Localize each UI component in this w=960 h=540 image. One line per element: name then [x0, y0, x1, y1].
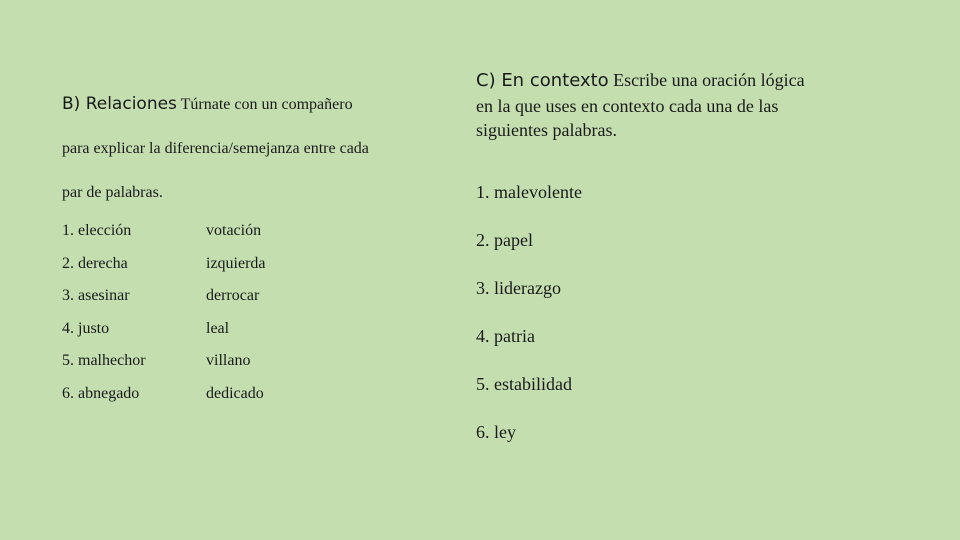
pair-second-word: villano [206, 352, 251, 370]
word-pairs-list [62, 215, 422, 410]
pair-first-word: 5. malhechor [62, 352, 146, 370]
context-words-list [476, 180, 896, 468]
pair-first-word: 3. asesinar [62, 287, 130, 305]
context-word-item: 3. liderazgo [476, 277, 561, 298]
pair-first-word: 6. abnegado [62, 384, 140, 402]
word-pair-row [62, 248, 422, 281]
pair-second-word: izquierda [206, 254, 266, 272]
pair-second-word: leal [206, 319, 230, 337]
word-pair-row [62, 378, 422, 411]
context-word-item: 4. patria [476, 325, 535, 346]
context-word-item: 1. malevolente [476, 181, 582, 202]
contexto-instruction-1: Escribe una oración lógica [608, 70, 805, 90]
contexto-instruction-2: en la que uses en contexto cada una de las [476, 95, 779, 116]
pair-first-word: 1. elección [62, 222, 132, 240]
context-word-item: 5. estabilidad [476, 373, 572, 394]
context-word-item: 6. ley [476, 421, 516, 442]
word-pair-row [62, 215, 422, 248]
pair-second-word: derrocar [206, 287, 260, 305]
word-pair-row [62, 345, 422, 378]
contexto-intro [476, 68, 896, 143]
pair-first-word: 4. justo [62, 319, 110, 337]
contexto-instruction-3: siguientes palabras. [476, 120, 617, 140]
word-pair-row [62, 280, 422, 313]
pair-second-word: votación [206, 222, 262, 240]
context-word-item: 2. papel [476, 229, 533, 250]
relaciones-title: B) Relaciones [62, 94, 177, 114]
section-relaciones [62, 82, 422, 410]
relaciones-intro [62, 82, 422, 215]
relaciones-instruction-3: par de palabras. [62, 184, 163, 201]
contexto-title: C) En contexto [476, 70, 609, 91]
pair-second-word: dedicado [206, 384, 264, 402]
section-en-contexto [476, 68, 896, 468]
relaciones-instruction-2: para explicar la diferencia/semejanza entre cada [62, 140, 369, 157]
word-pair-row [62, 313, 422, 346]
relaciones-instruction-1: Túrnate con un compañero [176, 96, 353, 113]
pair-first-word: 2. derecha [62, 254, 128, 272]
